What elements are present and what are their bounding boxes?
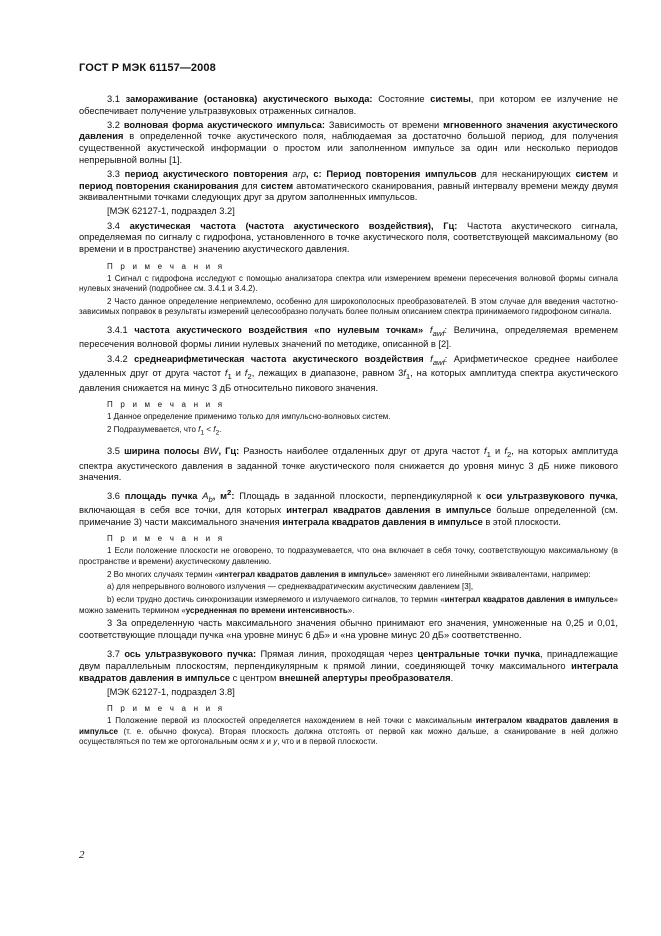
note: 1 Сигнал с гидрофона исследуют с помощью анализатора спектра или измерением времени пересечения волновой формы сигнала нулевых значений (подробнее см. 3.4.1 и 3.4.2). [79,273,618,293]
note-3: 3 За определенную часть максимального значения обычно принимают его значения, умноженные на 0,25 и 0,01, соответствующие площади пучка «на уровне минус 6 дБ» и «на уровне минус 20 дБ» соответственно. [79,618,618,641]
section-3-5: 3.5 ширина полосы BW, Гц: Разность наиболее отдаленных друг от друга частот $f_1$ и $f_2$, на которых амплитуда спектра акустического давления в заданной точке акустического поля снижается до уровня минус 3 дБ ниже пикового значения. [79,446,619,483]
term: ширина полосы [124,446,200,457]
section-3-1: 3.1 замораживание (остановка) акустического выхода: Состояние системы, при котором ее излучение не обеспечивает получение ультразвуковых отраженных сигналов. [79,94,618,116]
notes-heading: П р и м е ч а н и я [107,261,225,271]
term: период акустического повторения [124,168,288,179]
note: 2 Часто данное определение неприемлемо, особенно для широкополосных преобразователей. В этом случае для введения частотно-зависимых поправок в результаты измерений целесообразно получать более полным описанием спектра принимаемого гидрофоном сигнала. [79,296,618,317]
term: акустическая частота (частота акустического воздействия), Гц: [129,220,458,231]
notes-heading: П р и м е ч а н и я [107,704,225,714]
page-header: ГОСТ Р МЭК 61157—2008 [79,62,216,74]
term: волновая форма акустического импульса: [123,119,326,130]
term: частота акустического воздействия «по нулевым точкам» [134,324,424,335]
note-item-a: a) для непрерывного волнового излучения — среднеквадратическим акустическим давлением [3], [107,582,474,592]
section-3-7: 3.7 ось ультразвукового пучка: Прямая линия, проходящая через центральные точки пучка, принадлежащие двум параллельным плоскостям, перпендикулярным к прямой линии, соединяющей точку максимального интеграла квадратов давления в импульсе с центром внешней апертуры преобразователя. [79,649,618,683]
note: 2 Во многих случаях термин «интеграл квадратов давления в импульсе» заменяют его линейными эквивалентами, например: [107,569,591,579]
section-3-3: 3.3 период акустического повторения arp, c: Период повторения импульсов для несканирующих систем и период повторения сканирования для систем автоматического сканирования, равный интервалу времени между двумя эквивалентными точками следующих друг за другом заполненных импульсов. [79,168,618,203]
section-3-2: 3.2 волновая форма акустического импульса: Зависимость от времени мгновенного значения акустического давления в определенной точке акустического поля, наблюдаемая за достаточно большой период, для получения существенной акустической информации о простом или заполненном импульсе за один или несколько периодов непрерывной волны [1]. [79,119,618,165]
note: 1 Данное определение применимо только для импульсно-волновых систем. [107,412,391,422]
section-3-4-2: 3.4.2 среднеарифметическая частота акустического воздействия $f_{awf}$: Арифметическое среднее наиболее удаленных друг от друга частот $f_1$ и $f_2$, лежащих в диапазоне, равном $3f_1$, на которых амплитуда спектра акустического давления снижается на минус 3 дБ относительно пикового значения. [79,353,619,393]
section-3-4-1: 3.4.1 частота акустического воздействия «по нулевым точкам» $f_{awf}$: Величина, определяемая временем пересечения волновой формы линии нулевых значений по методике, описанной в [2]. [79,324,618,350]
section-3-6: 3.6 площадь пучка $A_b$, $м^2$: Площадь в заданной плоскости, перпендикулярной к оси ультразвукового пучка, включающая в себя все точки, для которых интеграл квадратов давления в импульсе больше определенной (см. примечание 3) части максимального значения интеграла квадратов давления в импульсе в этой плоскости. [79,487,619,527]
note: 1 Если положение плоскости не оговорено, то подразумевается, что она включает в себя точку, соответствующую максимальному (в пространстве и времени) акустическому давлению. [79,546,618,566]
note-item-b: b) если трудно достичь синхронизации измеряемого и излучаемого сигналов, то термин «интеграл квадратов давления в импульсе» можно заменить термином «усредненная по времени интенсивность». [79,595,618,615]
term: площадь пучка [124,490,198,501]
reference: [МЭК 62127-1, подраздел 3.2] [107,206,235,217]
note: 2 Подразумевается, что $f_1 < f_2$. [107,425,222,437]
notes-heading: П р и м е ч а н и я [107,534,225,544]
document-body [79,94,618,750]
notes-heading: П р и м е ч а н и я [107,400,225,410]
page-number: 2 [79,849,85,861]
term: среднеарифметическая частота акустического воздействия [134,353,424,364]
reference: [МЭК 62127-1, подраздел 3.8] [107,686,235,697]
term: ось ультразвукового пучка: [124,649,257,660]
section-3-4: 3.4 акустическая частота (частота акустического воздействия), Гц: Частота акустического сигнала, определяемая по сигналу с гидрофона, установленного в точке акустического поля, соответствующей максимальному (во времени и в пространстве) значению акустического давления. [79,220,618,254]
note: 1 Положение первой из плоскостей определяется нахождением в ней точки с максимальным интегралом квадратов давления в импульсе (т. е. обычно фокуса). Вторая плоскость должна отстоять от первой как можно дальше, а сканирование в ней должно осуществляться по тем же ортогональным осям x и y, что и в первой плоскости. [79,716,618,747]
term: замораживание (остановка) акустического выхода: [125,94,373,104]
